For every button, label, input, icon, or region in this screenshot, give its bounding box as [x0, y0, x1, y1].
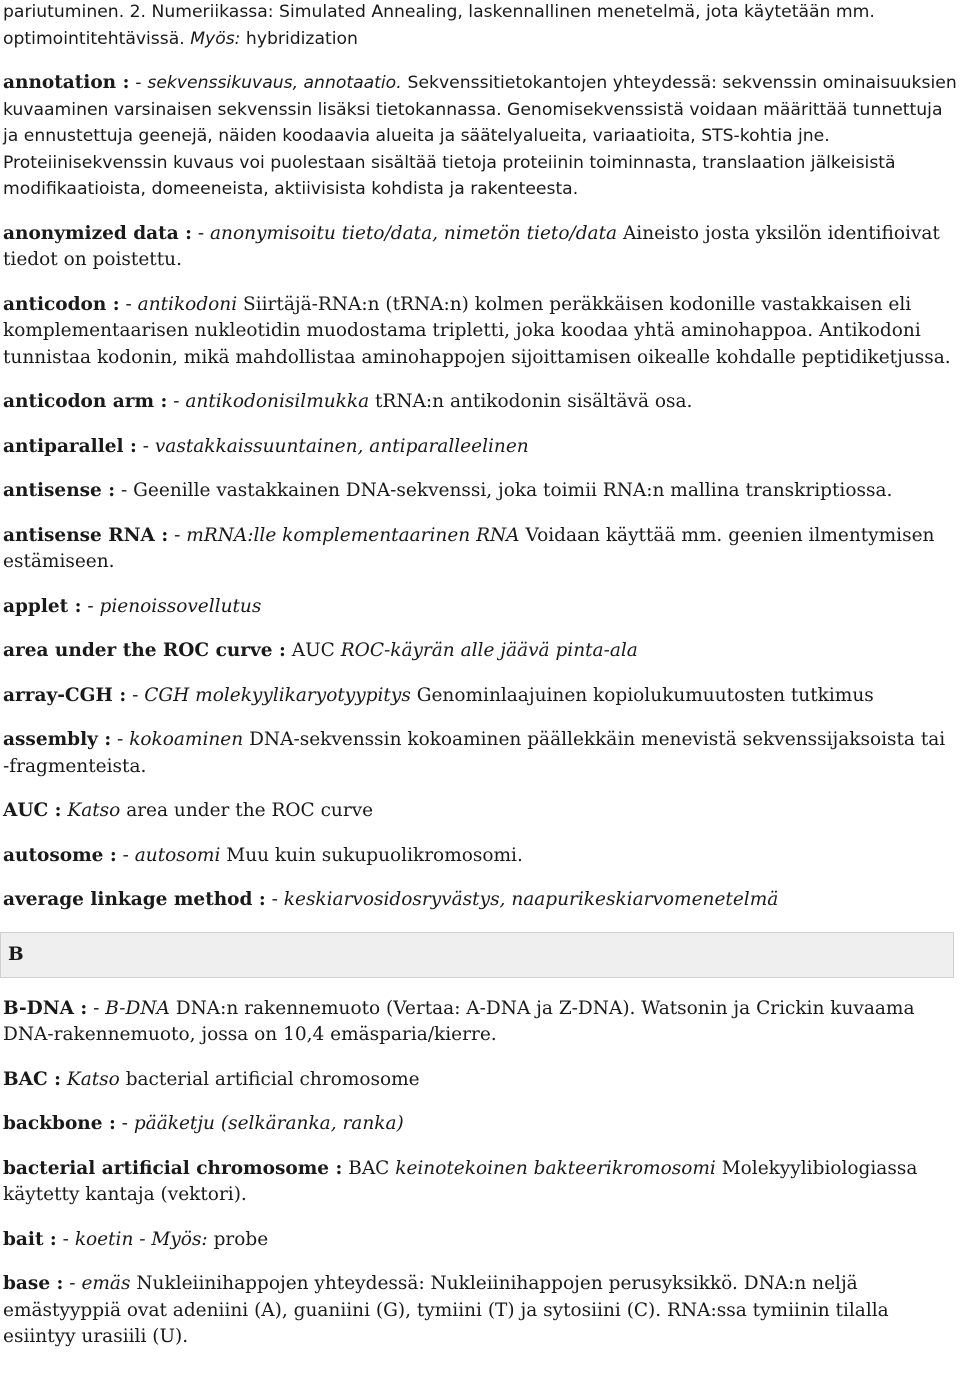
glossary-entry-auc [3, 798, 957, 825]
translation: anonymisoitu tieto/data, nimetön tieto/data [210, 222, 618, 244]
prefix: - [62, 1228, 69, 1250]
glossary-entry-anticodon [3, 292, 957, 372]
definition: Muu kuin sukupuolikromosomi. [226, 844, 523, 866]
translation: kokoaminen [129, 729, 244, 750]
prefix: - [132, 684, 139, 706]
translation: autosomi [134, 844, 221, 866]
glossary-entry-bacterial-artificial-chromosome [3, 1156, 957, 1209]
section-header-b [0, 932, 954, 978]
definition: DNA:n rakennemuoto (Vertaa: A-DNA ja Z-DNA). Watsonin ja Crickin kuvaama DNA-rakennemuoto, jossa on 10,4 emäsparia/kierre. [3, 997, 915, 1045]
glossary-entry-base [3, 1271, 957, 1351]
translation: antikodoni [137, 293, 238, 315]
translation: pienoissovellutus [99, 595, 262, 617]
translation: emäs [81, 1273, 131, 1294]
translation: keinotekoinen bakteerikromosomi [395, 1157, 716, 1179]
term: anticodon arm : [3, 391, 168, 412]
glossary-list-b [3, 996, 957, 1351]
glossary-entry-area-under-roc [3, 638, 957, 665]
glossary-entry-applet [3, 594, 957, 621]
term: bait : [3, 1228, 57, 1250]
translation: sekvenssikuvaus, annotaatio. [147, 73, 402, 93]
term: B-DNA : [3, 997, 88, 1019]
prefix: - [69, 1273, 76, 1294]
definition: tRNA:n antikodonin sisältävä osa. [375, 391, 693, 412]
definition: Genominlaajuinen kopiolukumuutosten tutkimus [416, 684, 874, 706]
definition: Molekyylibiologiassa käytetty kantaja (vektori). [3, 1157, 918, 1205]
prefix: - [142, 435, 149, 457]
translation: koetin - [74, 1228, 146, 1250]
glossary-entry-bait [3, 1227, 957, 1254]
glossary-entry-assembly [3, 727, 957, 780]
glossary-entry-backbone [3, 1111, 957, 1138]
intro-continuation [3, 0, 957, 52]
translation: Katso [67, 800, 121, 821]
intro-see-also-label: Myös: [190, 28, 241, 49]
definition: bacterial artificial chromosome [125, 1068, 420, 1090]
term: anticodon : [3, 293, 120, 315]
translation: antikodonisilmukka [185, 391, 370, 412]
glossary-entry-b-dna [3, 996, 957, 1049]
definition: Nukleiinihappojen yhteydessä: Nukleiinihappojen perusyksikkö. DNA:n neljä emästyyppiä ovat adeniini (A), guaniini (G), tymiini (T) ja sytosiini (C). RNA:ssa tymiinin tilalla esiintyy urasiili (U). [3, 1273, 889, 1347]
glossary-entry-anticodon-arm [3, 389, 957, 416]
term: annotation : [3, 72, 130, 93]
term: area under the ROC curve : [3, 640, 286, 661]
term: antiparallel : [3, 435, 137, 457]
intro-see-also-value: hybridization [245, 28, 358, 49]
prefix: - [135, 73, 142, 93]
prefix: - [174, 524, 181, 546]
see-also-label: Myös: [151, 1228, 208, 1250]
definition: Sekvenssitietokantojen yhteydessä: sekvenssin ominaisuuksien kuvaaminen varsinaisen sekvenssin lisäksi tietokannassa. Genomisekvenssistä voidaan määrittää tunnettuja ja ennustettuja geenejä, näiden koodaavia alueita ja säätelyalueita, variaatioita, STS-kohtia jne. Proteiinisekvenssin kuvaus voi puolestaan sisältää tietoja proteiinin toiminnasta, translaation jälkeisistä modifikaatioista, domeeneista, aktiivisista kohdista ja rakenteesta. [3, 73, 957, 199]
prefix: - [87, 595, 94, 617]
term: AUC : [3, 800, 62, 821]
term: antisense : [3, 480, 116, 501]
prefix: - [121, 1113, 128, 1134]
definition: Siirtäjä-RNA:n (tRNA:n) kolmen peräkkäisen kodonille vastakkaisen eli komplementaarisen nukleotidin muodostama tripletti, joka koodaa yhtä aminohappoa. Antikodoni tunnistaa kodonin, mikä mahdollistaa aminohappojen sijoittamisen oikealle kohdalle peptidiketjussa. [3, 293, 951, 368]
prefix: AUC [291, 640, 335, 661]
glossary-list-a [3, 70, 957, 914]
translation: vastakkaissuuntainen, antiparalleelinen [154, 435, 529, 457]
term: average linkage method : [3, 889, 266, 910]
term: array-CGH : [3, 684, 127, 706]
translation: Katso [66, 1068, 120, 1090]
prefix: - [93, 997, 100, 1019]
see-also-value: probe [213, 1228, 269, 1250]
prefix: - [122, 844, 129, 866]
translation: mRNA:lle komplementaarinen RNA [186, 524, 520, 546]
definition: Aineisto josta yksilön identifioivat tiedot on poistettu. [3, 222, 940, 270]
term: backbone : [3, 1113, 116, 1134]
section-letter: B [8, 943, 24, 965]
term: antisense RNA : [3, 524, 169, 546]
term: assembly : [3, 729, 112, 750]
translation: CGH molekyylikaryotyypitys [144, 684, 411, 706]
glossary-entry-array-cgh [3, 683, 957, 710]
prefix: - [125, 293, 132, 315]
prefix: BAC [348, 1157, 390, 1179]
glossary-entry-average-linkage [3, 887, 957, 914]
translation: B-DNA [105, 997, 170, 1019]
term: BAC : [3, 1068, 61, 1090]
definition: Voidaan käyttää mm. geenien ilmentymisen estämiseen. [3, 524, 935, 572]
prefix: - [173, 391, 180, 412]
translation: keskiarvosidosryvästys, naapurikeskiarvomenetelmä [283, 889, 779, 910]
prefix: - [197, 222, 205, 244]
prefix: - [271, 889, 278, 910]
translation: pääketju (selkäranka, ranka) [133, 1113, 404, 1134]
definition: Geenille vastakkainen DNA-sekvenssi, joka toimii RNA:n mallina transkriptiossa. [133, 480, 893, 501]
prefix: - [121, 480, 128, 501]
intro-text: pariutuminen. 2. Numeriikassa: Simulated Annealing, laskennallinen menetelmä, jota käytetään mm. optimointitehtävissä. [3, 2, 875, 49]
term: anonymized data : [3, 222, 192, 244]
glossary-entry-antisense-rna [3, 523, 957, 576]
definition: area under the ROC curve [126, 800, 374, 821]
term: base : [3, 1273, 64, 1294]
term: applet : [3, 595, 82, 617]
translation: ROC-käyrän alle jäävä pinta-ala [340, 640, 638, 661]
glossary-entry-antiparallel [3, 434, 957, 461]
definition: DNA-sekvenssin kokoaminen päällekkäin menevistä sekvenssijaksoista tai -fragmenteista. [3, 729, 946, 777]
glossary-entry-annotation [3, 70, 957, 203]
glossary-entry-bac [3, 1067, 957, 1094]
prefix: - [117, 729, 124, 750]
glossary-entry-antisense [3, 478, 957, 505]
term: autosome : [3, 844, 117, 866]
glossary-entry-anonymized-data [3, 221, 957, 274]
term: bacterial artificial chromosome : [3, 1157, 343, 1179]
glossary-entry-autosome [3, 843, 957, 870]
